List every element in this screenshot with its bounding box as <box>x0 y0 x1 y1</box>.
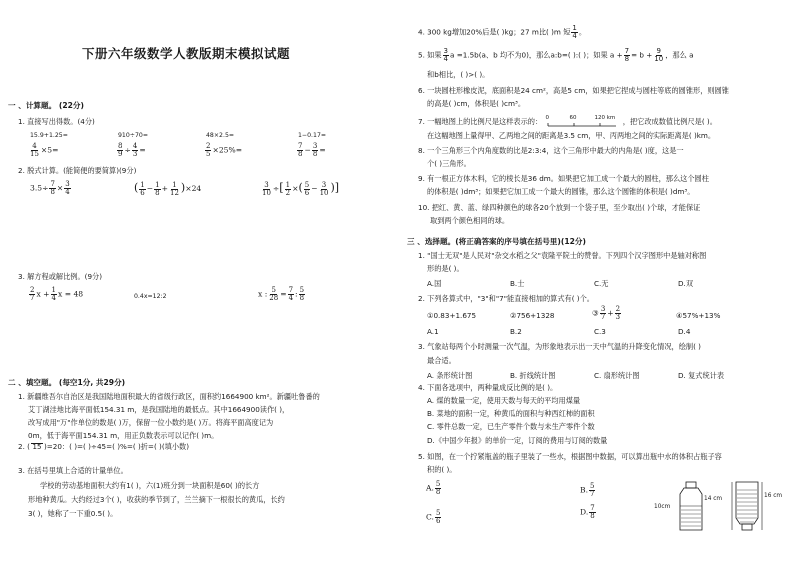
denominator: 8 <box>624 55 630 63</box>
fill-q10-line: 10. 把红、黄、蓝、绿四种颜色的球各20个放到一个袋子里，至少取出( )个球，才能保证 <box>418 203 701 212</box>
option-letter: A. <box>426 483 434 493</box>
denominator: 8 <box>312 150 318 158</box>
denominator: 9 <box>118 150 123 158</box>
denominator: 12 <box>169 188 179 197</box>
expr-option: ④57%+13% <box>676 311 721 320</box>
numerator: 3 <box>443 47 448 55</box>
choice-option[interactable]: B. 菜地的面积一定，种黄瓜的面积与种西红柿的面积 <box>427 409 595 418</box>
choice-option[interactable]: B.士 <box>510 279 525 288</box>
numerator: 7 <box>50 180 55 188</box>
fraction <box>31 443 43 451</box>
fraction <box>154 182 160 197</box>
denominator: 7 <box>590 490 595 498</box>
numerator: 1 <box>155 180 160 189</box>
q2-pre: 2. ( <box>18 442 30 451</box>
q2-rest: )=20：( )=( )÷45=( )%=( )折=( )(填小数) <box>43 442 190 451</box>
expr-tail: x = 48 <box>58 289 84 299</box>
expr-option <box>592 306 622 321</box>
expression <box>30 181 72 196</box>
fill-q5 <box>418 48 693 63</box>
fill-q1-line: 1. 新疆维吾尔自治区是我国陆地面积最大的省级行政区，面积约1664900 km²。新疆吐鲁番的 <box>18 392 320 401</box>
fill-q4 <box>418 25 586 40</box>
denominator: 7 <box>600 313 606 321</box>
choice-q1-line: 形的是( )。 <box>427 264 464 273</box>
numerator: 1 <box>285 180 291 189</box>
choice-option[interactable]: D.4 <box>678 327 691 336</box>
denominator: 10 <box>654 55 664 63</box>
page-title: 下册六年级数学人教版期末模拟试题 <box>82 46 291 61</box>
denominator: 4 <box>51 294 56 302</box>
numerator: 8 <box>118 142 123 150</box>
choice-option[interactable]: D. 复式统计表 <box>678 371 725 380</box>
choice-q3-line: 3. 气象站每两个小时测量一次气温，为形象地表示出一天中气温的升降变化情况，绘制( ) <box>418 342 701 351</box>
calc-item <box>116 143 146 158</box>
bottle-height-label: 16 cm <box>764 493 783 499</box>
option-letter: C. <box>426 512 434 522</box>
operator: = <box>280 289 287 299</box>
fraction <box>205 143 211 158</box>
numerator: 5 <box>304 180 310 189</box>
section-2-heading: 二 、填空题。 (每空1分, 共29分) <box>8 378 126 387</box>
operator: + <box>607 308 614 318</box>
denominator: 4 <box>65 188 70 196</box>
choice-option[interactable]: A. 条形统计图 <box>427 371 473 380</box>
fraction <box>589 505 595 520</box>
fraction <box>312 143 318 158</box>
denominator: 8 <box>298 150 303 158</box>
numerator: 4 <box>32 142 37 150</box>
bottle-height-label: 14 cm <box>704 496 723 502</box>
q7-text: ，把它改成数值比例尺是( )。 <box>622 117 717 126</box>
choice-q3-line: 最合适。 <box>427 356 456 365</box>
expr-option: ②756+1328 <box>510 311 555 320</box>
numerator: 7 <box>624 47 630 55</box>
choice-option[interactable] <box>580 505 597 520</box>
numerator: 5 <box>590 482 595 490</box>
fraction <box>49 181 55 196</box>
fraction <box>117 143 123 158</box>
numerator: 7 <box>288 286 294 294</box>
denominator: 6 <box>435 517 441 525</box>
denominator: 3 <box>615 313 621 321</box>
numerator: 7 <box>298 142 303 150</box>
denominator: 8 <box>155 188 160 197</box>
fraction <box>319 182 330 197</box>
bottle-water-height: 10cm <box>654 504 671 510</box>
fraction <box>571 25 577 40</box>
fraction <box>169 182 180 197</box>
q2-heading: 2. 脱式计算。(能简便的要简算)(9分) <box>18 166 137 175</box>
expr-tail: = <box>139 145 146 155</box>
denominator: 15 <box>32 443 42 451</box>
expr-tail: ×25%= <box>212 145 243 155</box>
numerator: 1 <box>51 286 56 294</box>
q5-text: ，那么 a <box>665 50 694 60</box>
choice-option[interactable]: C. 扇形统计图 <box>594 371 640 380</box>
fill-q1-line: 改写成用"万"作单位的数是( )万，保留一位小数约是( )万。将海平面高度记为 <box>28 418 274 427</box>
choice-option[interactable]: C.无 <box>594 279 609 288</box>
section-1-heading: 一 、计算题。 (22分) <box>8 101 84 110</box>
operator: − <box>304 145 311 155</box>
numerator: 5 <box>271 286 276 294</box>
scale-tick-label: 0 <box>545 114 549 121</box>
fraction <box>288 287 294 302</box>
numerator: 5 <box>435 480 441 488</box>
fraction <box>139 182 145 197</box>
operator: : <box>295 289 298 299</box>
equation <box>28 287 83 302</box>
numerator: 4 <box>132 142 138 150</box>
expr-tail: = <box>319 145 326 155</box>
calc-item: 15.9+1.25= <box>30 132 68 139</box>
fill-q3-line: 形地种黄瓜。大约经过3个( )，收获的季节到了，兰兰摘下一根很长的黄瓜，长约 <box>28 495 285 504</box>
numerator: 1 <box>572 24 577 32</box>
numerator: 3 <box>264 180 269 189</box>
calc-item: 1−0.17= <box>298 132 327 139</box>
calc-item <box>204 143 242 158</box>
fill-q6-line: 的高是( )cm，体积是( )cm³。 <box>427 99 526 108</box>
q5-text: = b + <box>631 50 653 60</box>
choice-q4: 4. 下面各选项中，两种量成反比例的是( )。 <box>418 383 558 392</box>
calc-item: 48×2.5= <box>206 132 235 139</box>
numerator: 9 <box>656 47 661 55</box>
fill-q2 <box>18 442 189 451</box>
q7-text: 7. 一幅地图上的比例尺是这样表示的： <box>418 117 543 126</box>
expr-head: ③ <box>592 308 599 318</box>
choice-q5-line: 5. 如图，在一个拧紧瓶盖的瓶子里装了一些水，根据图中数据，可以算出瓶中水的体积占瓶子容 <box>418 452 722 461</box>
choice-option[interactable]: C.3 <box>594 327 606 336</box>
numerator: 3 <box>65 180 70 188</box>
fill-q8-line: 8. 一个三角形三个内角度数的比是2:3:4，这个三角形中最大的内角是( )度，这是一 <box>418 146 684 155</box>
numerator: 1 <box>140 180 145 189</box>
section-3-heading: 三 、选择题。(将正确答案的序号填在括号里)(12分) <box>407 237 586 246</box>
fraction <box>615 306 621 321</box>
numerator: 5 <box>435 509 441 517</box>
denominator: 15 <box>30 150 39 158</box>
calc-item: 910÷70= <box>118 132 149 139</box>
denominator: 4 <box>572 32 577 40</box>
q4-text: 4. 300 kg增加20%后是( )kg；27 m比( )m 短 <box>418 27 571 37</box>
q5-text: a =1.5b(a、b 均不为0)，那么a:b=( ):( )；如果 a + <box>450 50 623 60</box>
bottle-figure <box>650 476 783 534</box>
fraction <box>268 287 279 302</box>
fill-q7-line2: 在这幅地图上量得甲、乙两地之间的距离是3.5 cm，甲、丙两地之间的实际距离是( )km。 <box>427 131 716 140</box>
fraction <box>64 181 70 196</box>
fraction <box>600 306 606 321</box>
denominator: 4 <box>288 294 294 302</box>
choice-option[interactable]: A. 煤的数量一定，使用天数与每天的平均用煤量 <box>427 396 581 405</box>
fraction <box>297 143 303 158</box>
expr-head: x : <box>258 289 268 299</box>
fraction <box>624 48 630 63</box>
equation <box>258 287 306 302</box>
q1-heading: 1. 直接写出得数。(4分) <box>18 117 95 126</box>
fill-q3-line: 3( )，她称了一下重0.5( )。 <box>28 509 118 518</box>
q5-text: 5. 如果 <box>418 50 442 60</box>
numerator: 3 <box>321 180 327 189</box>
fraction <box>299 287 305 302</box>
denominator: 3 <box>132 150 138 158</box>
fill-q5-line2: 和b相比，( )>( )。 <box>427 70 490 79</box>
fill-q1-line: 0m，低于海平面154.31 m，用正负数表示可以记作( )m。 <box>28 431 219 440</box>
choice-option[interactable]: D.双 <box>678 279 694 288</box>
calc-item <box>296 143 326 158</box>
fraction <box>443 48 449 63</box>
choice-option[interactable] <box>426 481 442 496</box>
fill-q8-line: 个( )三角形。 <box>427 159 471 168</box>
option-letter: D. <box>580 507 589 517</box>
numerator: 7 <box>590 504 595 512</box>
operator: x + <box>36 289 50 299</box>
fraction <box>435 481 441 496</box>
operator: ÷ <box>124 145 131 155</box>
choice-q2: 2. 下列各算式中，"3"和"7"能直接相加的算式有( )个。 <box>418 294 594 303</box>
numerator: 5 <box>299 286 305 294</box>
fraction <box>29 287 35 302</box>
denominator: 2 <box>285 188 291 197</box>
denominator: 8 <box>590 512 595 520</box>
fraction <box>132 143 138 158</box>
denominator: 8 <box>50 188 55 196</box>
denominator: 8 <box>299 294 305 302</box>
expr-option: ①0.83+1.675 <box>427 311 477 320</box>
numerator: 2 <box>615 305 621 313</box>
denominator: 10 <box>319 188 329 197</box>
calc-item <box>28 143 58 158</box>
fill-q9-line: 9. 有一根正方体木料，它的棱长是36 dm。如果把它加工成一个最大的圆柱，那么这个圆柱 <box>418 174 709 183</box>
fraction <box>51 287 57 302</box>
choice-option[interactable]: D.《中国少年报》的单价一定，订阅的费用与订阅的数量 <box>427 436 608 445</box>
fraction <box>589 483 595 498</box>
denominator: 6 <box>304 188 310 197</box>
choice-option[interactable]: B.2 <box>510 327 522 336</box>
fraction <box>304 182 310 197</box>
denominator: 6 <box>140 188 145 197</box>
choice-option[interactable] <box>426 510 442 525</box>
choice-q1-line: 1. "国士无双"是人民对"杂交水稻之父"袁隆平院士的赞誉。下列四个汉字图形中是轴对称图 <box>418 251 707 260</box>
numerator: 1 <box>172 180 177 189</box>
scale-tick-label: 120 km <box>594 114 616 121</box>
fill-q6-line: 6. 一块圆柱形橡皮泥，底面积是24 cm²，高是5 cm，如果把它捏成与圆柱等底的圆锥形，则圆锥 <box>418 86 729 95</box>
fill-q9-line: 的体积是( )dm³；如果把它加工成一个最大的圆锥，那么这个圆锥的体积是( )dm³。 <box>427 187 695 196</box>
choice-option[interactable]: C. 零件总数一定，已生产零件个数与未生产零件个数 <box>427 422 595 431</box>
scale-tick-label: 60 <box>569 114 577 121</box>
q4-tail: 。 <box>578 27 587 37</box>
fraction <box>285 182 291 197</box>
scale-bar <box>544 114 620 127</box>
numerator: 2 <box>30 286 35 294</box>
expr-head: 3.5÷ <box>30 183 49 193</box>
expr-tail: ×5= <box>40 145 59 155</box>
fraction <box>261 182 272 197</box>
fill-q7 <box>418 114 717 127</box>
expression: ( $\frac{1}{6}$ − $\frac{1}{8}$ + $\frac{1}{12}$ )×24 <box>134 180 202 197</box>
fill-q1-line: 艾丁湖洼地比海平面低154.31 m，是我国陆地的最低点。其中1664900读作( )， <box>28 405 290 414</box>
denominator: 28 <box>269 294 279 302</box>
fraction <box>653 48 664 63</box>
fill-q3-line: 3. 在括号里填上合适的计量单位。 <box>18 466 128 475</box>
choice-q5-line: 积的( )。 <box>427 465 457 474</box>
numerator: 3 <box>600 305 606 313</box>
denominator: 5 <box>206 150 211 158</box>
choice-option[interactable] <box>580 483 596 498</box>
choice-option[interactable]: A.1 <box>427 327 439 336</box>
numerator: 2 <box>206 142 211 150</box>
denominator: 10 <box>262 188 271 197</box>
denominator: 4 <box>443 55 448 63</box>
fraction <box>435 510 441 525</box>
option-letter: B. <box>580 485 588 495</box>
fill-q10-line: 取到两个颜色相同的球。 <box>430 216 510 225</box>
q3-heading: 3. 解方程或解比例。(9分) <box>18 272 103 281</box>
expression: $\frac{3}{10}$ ÷[ $\frac{1}{2}$ ×( $\frac{5}{6}$ − $\frac{3}{10}$ )] <box>262 180 340 197</box>
equation: 0.4x=12:2 <box>134 293 167 300</box>
fraction <box>29 143 40 158</box>
choice-option[interactable]: B. 折线统计图 <box>510 371 556 380</box>
operator: × <box>56 183 64 193</box>
choice-option[interactable]: A.国 <box>427 279 442 288</box>
expr-tail: ×24 <box>185 184 202 193</box>
numerator: 3 <box>312 142 318 150</box>
fill-q3-line: 学校的劳动基地面积大约有1( )，六(1)班分到一块面积是60( )的长方 <box>40 481 260 490</box>
denominator: 8 <box>435 488 441 496</box>
denominator: 7 <box>30 294 35 302</box>
